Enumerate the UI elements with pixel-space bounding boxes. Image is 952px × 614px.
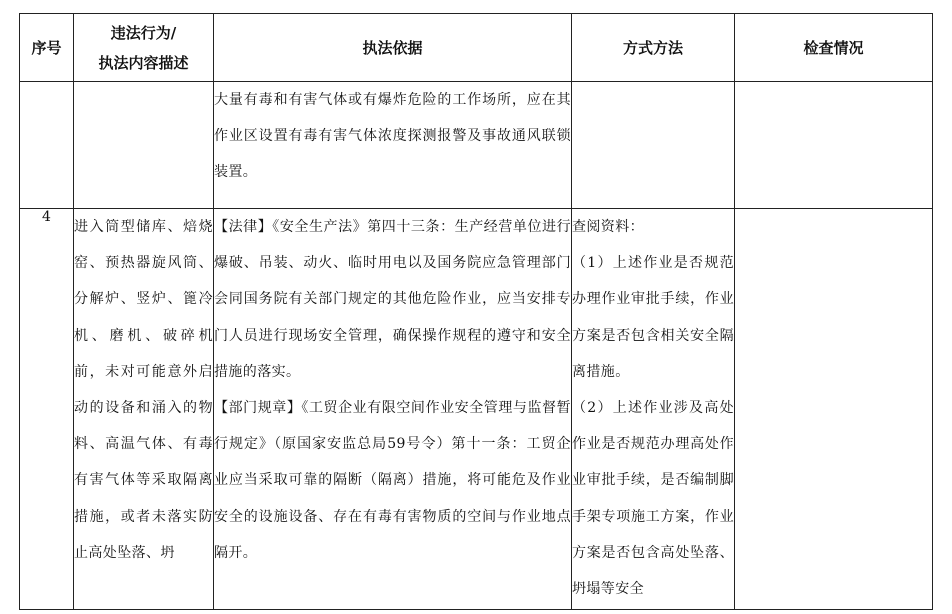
header-inspection-label: 检查情况 — [803, 38, 864, 57]
row-seq-cell — [20, 82, 74, 209]
enforcement-table — [19, 13, 933, 610]
header-method-label: 方式方法 — [622, 38, 683, 57]
table-row — [20, 209, 933, 610]
basis-law-paragraph: 【法律】《安全生产法》第四十三条：生产经营单位进行爆破、吊装、动火、临时用电以及国务院应急管理部门会同国务院有关部门规定的其他危险作业，应当安排专门人员进行现场安全管理，确保操作规程的遵守和安全措施的落实。 — [214, 219, 571, 380]
row-behavior-text: 进入筒型储库、焙烧窑、预热器旋风筒、分解炉、竖炉、篦冷机、磨机、破碎机前，未对可能意外启动的设备和涌入的物料、高温气体、有毒有害气体等采取隔离措施，或者未落实防止高处坠落、坍 — [74, 219, 213, 561]
header-method — [572, 14, 735, 82]
row-method-cell — [572, 209, 735, 610]
method-item-2: （2）上述作业涉及高处作业是否规范办理高处作业审批手续，是否编制脚手架专项施工方案，作业方案是否包含高处坠落、坍塌等安全 — [572, 400, 734, 598]
header-behavior-line2: 执法内容描述 — [98, 53, 189, 72]
method-item-1: （1）上述作业是否规范办理作业审批手续，作业方案是否包含相关安全隔离措施。 — [572, 255, 734, 380]
row-basis-text: 大量有毒和有害气体或有爆炸危险的工作场所，应在其作业区设置有毒有害气体浓度探测报警及事故通风联锁装置。 — [214, 92, 571, 181]
row-method-cell — [572, 82, 735, 209]
row-behavior-cell — [74, 209, 214, 610]
header-inspection — [735, 14, 933, 82]
table-header-row — [20, 14, 933, 82]
row-basis-cell — [214, 82, 572, 209]
row-inspection-cell[interactable] — [735, 209, 933, 610]
header-seq — [20, 14, 74, 82]
row-basis-cell — [214, 209, 572, 610]
header-seq-label: 序号 — [31, 38, 62, 57]
header-behavior-line1: 违法行为/ — [110, 23, 177, 42]
header-behavior — [74, 14, 214, 82]
row-behavior-cell — [74, 82, 214, 209]
row-seq-cell: 4 — [20, 209, 74, 610]
basis-regulation-paragraph: 【部门规章】《工贸企业有限空间作业安全管理与监督暂行规定》（原国家安监总局59号令）第十一条：工贸企业应当采取可靠的隔断（隔离）措施，将可能危及作业安全的设施设备、存在有毒有害物质的空间与作业地点隔开。 — [214, 400, 571, 561]
header-basis-label: 执法依据 — [362, 38, 423, 57]
table-row — [20, 82, 933, 209]
method-intro: 查阅资料： — [572, 219, 644, 235]
header-basis — [214, 14, 572, 82]
row-inspection-cell[interactable] — [735, 82, 933, 209]
